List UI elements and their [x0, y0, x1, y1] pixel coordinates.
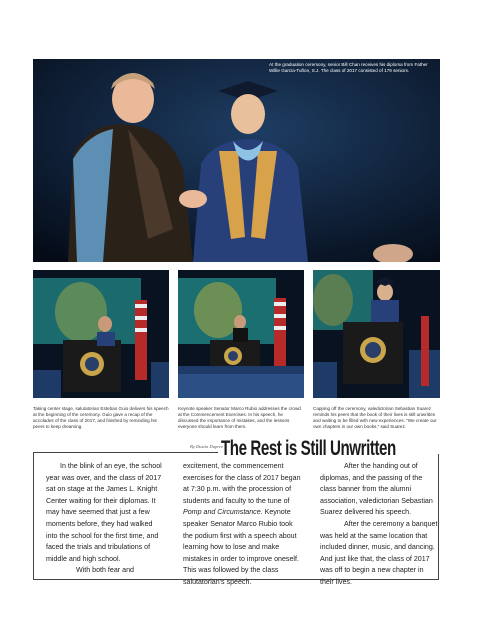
keynote-speaker-photo	[178, 270, 304, 398]
valedictorian-caption: Capping off the ceremony, valedictorian Sebastian Suarez reminds his peers that the book of their lives is still unwritten and waiting to be filled with new experiences. "We create our own chapters in our own books," said Suarez.	[313, 406, 437, 429]
salutatorian-photo	[33, 270, 169, 398]
song-title: Pomp and Circumstance	[183, 508, 261, 517]
article-paragraph: With both fear and	[76, 566, 134, 575]
valedictorian-photo	[313, 270, 440, 398]
article-column-3	[320, 461, 438, 589]
hero-caption: At the graduation ceremony, senior Bill Chan receives his diploma from Father Willie Garcia-Tuñon, S.J. The class of 2017 consisted of 179 seniors.	[269, 62, 428, 73]
hero-photo	[33, 59, 440, 262]
article-paragraph: In the blink of an eye, the school year was over, and the class of 2017 sat on stage at the James L. Knight Center waiting for their diplomas. It may have seemed that just a few moments before, they had walked into the school for the first time, and faced the trials and tribulations of middle and high school.	[46, 462, 162, 563]
article-paragraph: After the handing out of diplomas, and the passing of the class banner from the alumni association, valedictorian Sebastian Suarez delivered his speech.	[320, 462, 433, 517]
diploma-handoff-illustration	[33, 59, 440, 262]
salutatorian-caption: Taking center stage, salutatorian Esteban Guio delivers his speech at the beginning of the ceremony. Guio gave a recap of the accolades of the class of 2017, and finished by reminding his peers to keep dreaming.	[33, 406, 169, 429]
article-column-1	[46, 461, 163, 577]
article-column-2	[183, 461, 301, 589]
article-headline: The Rest is Still Unwritten	[221, 437, 396, 460]
keynote-caption: Keynote speaker Senator Marco Rubio addresses the crowd at the Commencement Exercises. In his speech, he discussed the importance of mistakes, and the lessons everyone should learn from them.	[178, 406, 301, 429]
article-paragraph: After the ceremony a banquet was held at the same location that included dinner, music, and dancing. And just like that, the class of 2017 was off to begin a new chapter in their lives.	[320, 519, 438, 586]
article-paragraph: excitement, the commencement exercises for the class of 2017 began at 7:30 p.m. with the procession of students and faculty to the tune of Pomp and Circumstance. Keynote speaker Senator Marco Rubio took the podium first with a speech about learning how to lose and make mistakes in order to improve oneself. This was followed by the class salutatorian's speech.	[183, 462, 301, 586]
byline: By Dustin Dupree	[190, 444, 223, 449]
